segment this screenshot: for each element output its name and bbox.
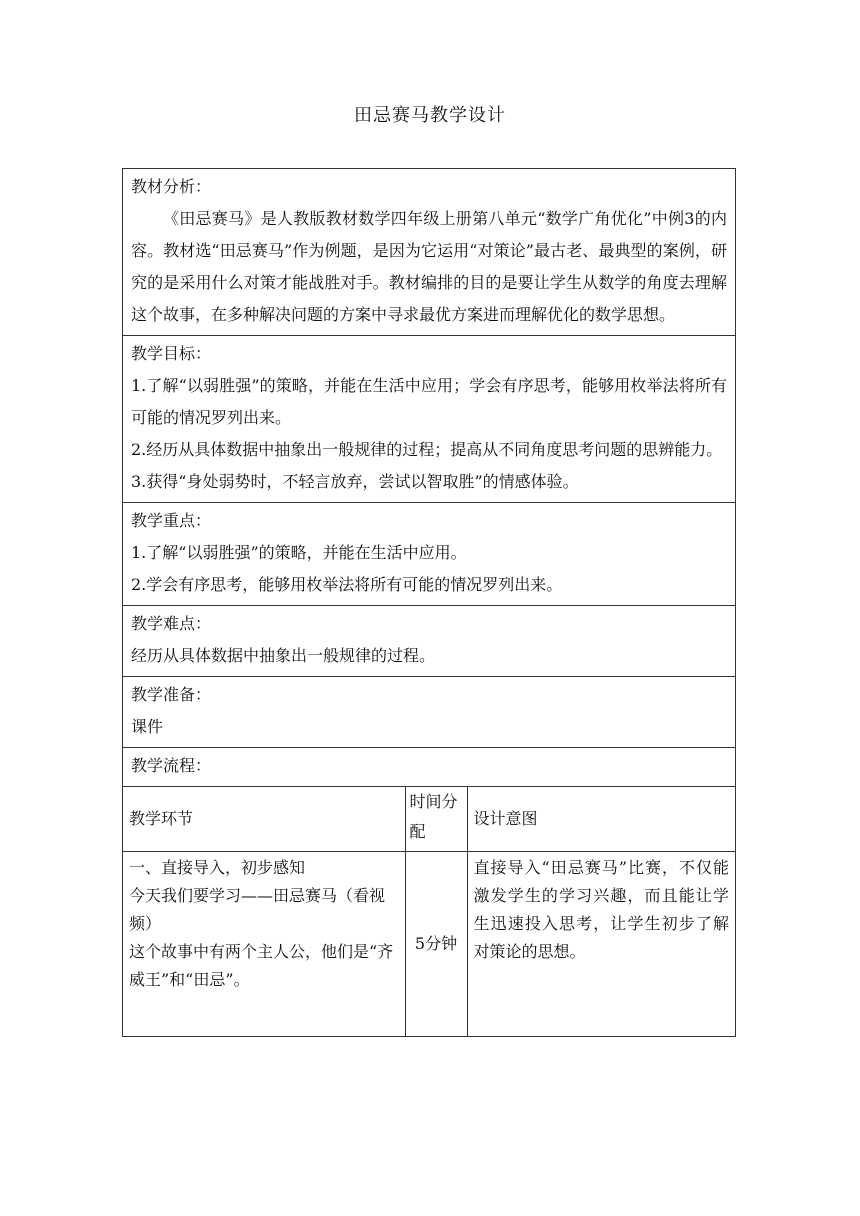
section-paragraph: 《田忌赛马》是人教版教材数学四年级上册第八单元“数学广角优化”中例3的内容。教材选“田忌赛马”作为例题，是因为它运用“对策论”最古老、最典型的案例，研究的是采用什么对策才能战胜对手。教材编排的目的是要让学生从数学的角度去理解这个故事，在多种解决问题的方案中寻求最优方案进而理解优化的数学思想。 [131,209,727,324]
preparation-item: 课件 [131,717,164,736]
section-key-points [123,503,735,606]
intent-cell: 直接导入“田忌赛马”比赛，不仅能激发学生的学习兴趣，而且能让学生迅速投入思考，让学生初步了解对策论的思想。 [467,852,735,1037]
header-time: 时间分配 [405,787,467,852]
teaching-flow-table [123,787,735,1036]
section-teaching-flow [123,748,735,787]
stage-cell [123,852,405,1037]
goal-item: 1.了解“以弱胜强”的策略，并能在生活中应用；学会有序思考，能够用枚举法将所有可能的情况罗列出来。 [131,376,727,427]
time-cell: 5分钟 [405,852,467,1037]
section-heading: 教学目标： [131,344,212,363]
section-difficulties [123,606,735,677]
section-heading: 教学流程： [131,756,212,775]
header-stage: 教学环节 [123,787,405,852]
table-header-row [123,787,735,852]
table-row [123,852,735,1037]
key-point-item: 1.了解“以弱胜强”的策略，并能在生活中应用。 [131,543,467,562]
section-heading: 教材分析： [131,177,212,196]
section-heading: 教学难点： [131,614,212,633]
stage-line: 一、直接导入，初步感知 [129,858,306,877]
difficulty-item: 经历从具体数据中抽象出一般规律的过程。 [131,646,436,665]
header-intent: 设计意图 [467,787,735,852]
section-heading: 教学重点： [131,511,212,530]
section-preparation [123,677,735,748]
section-teaching-goals [123,336,735,503]
stage-line: 这个故事中有两个主人公，他们是“齐威王”和“田忌”。 [129,942,394,989]
goal-item: 3.获得“身处弱势时，不轻言放弃，尝试以智取胜”的情感体验。 [131,472,579,491]
stage-line: 今天我们要学习——田忌赛马（看视频） [129,886,386,933]
section-textbook-analysis [123,169,735,336]
document-title: 田忌赛马教学设计 [354,105,506,126]
section-heading: 教学准备： [131,685,212,704]
lesson-plan-table [122,168,736,1037]
goal-item: 2.经历从具体数据中抽象出一般规律的过程；提高从不同角度思考问题的思辨能力。 [131,440,723,459]
key-point-item: 2.学会有序思考，能够用枚举法将所有可能的情况罗列出来。 [131,575,563,594]
